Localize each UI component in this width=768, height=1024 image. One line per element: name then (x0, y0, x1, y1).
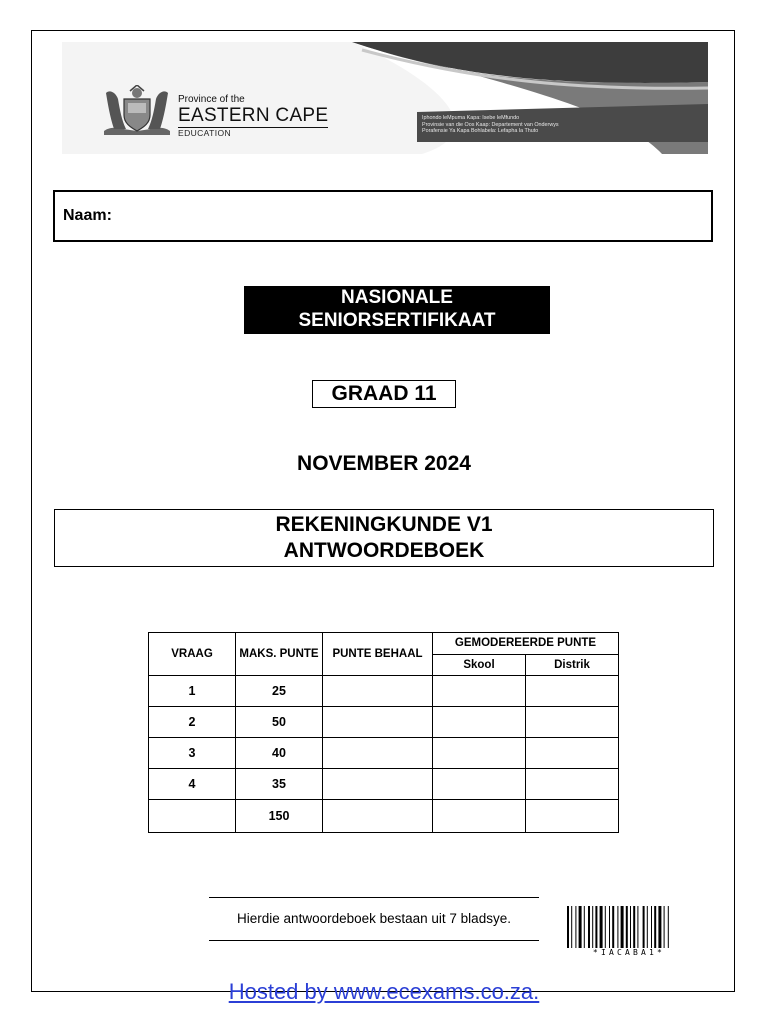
obtained-cell[interactable] (323, 800, 433, 833)
hosted-by-link[interactable]: Hosted by www.ecexams.co.za. (228, 979, 540, 1004)
total-max-marks: 150 (236, 800, 323, 833)
question-number: 1 (149, 676, 236, 707)
school-cell[interactable] (433, 800, 526, 833)
subject-line2: ANTWOORDEBOEK (283, 539, 485, 562)
obtained-cell[interactable] (323, 769, 433, 800)
header-max-marks: MAKS. PUNTE (236, 633, 323, 676)
school-cell[interactable] (433, 769, 526, 800)
question-number: 4 (149, 769, 236, 800)
obtained-cell[interactable] (323, 738, 433, 769)
dept-line: Porafensie Ya Kapa Bohlabela: Lefapha la Thuto (422, 128, 539, 135)
table-row (149, 676, 619, 707)
district-cell[interactable] (526, 738, 619, 769)
table-row (149, 738, 619, 769)
name-field[interactable] (53, 190, 713, 242)
logo-province-label: Province of the (178, 94, 245, 105)
school-cell[interactable] (433, 738, 526, 769)
grade-label: GRAAD 11 (312, 380, 456, 408)
barcode-text: *IACABA1* (592, 948, 666, 957)
coat-of-arms-icon (100, 85, 174, 139)
table-row (149, 707, 619, 738)
max-marks: 40 (236, 738, 323, 769)
subject-title (54, 509, 714, 567)
marks-table (148, 632, 619, 833)
max-marks: 35 (236, 769, 323, 800)
logo-department: EDUCATION (178, 128, 232, 138)
certificate-title (244, 286, 550, 334)
max-marks: 50 (236, 707, 323, 738)
district-cell[interactable] (526, 676, 619, 707)
certificate-line2: SENIORSERTIFIKAAT (298, 310, 496, 331)
district-cell[interactable] (526, 707, 619, 738)
divider-bottom (209, 940, 539, 941)
obtained-cell[interactable] (323, 707, 433, 738)
question-number (149, 800, 236, 833)
pages-note: Hierdie antwoordeboek bestaan uit 7 bladsye. (237, 911, 511, 926)
header-question: VRAAG (149, 633, 236, 676)
max-marks: 25 (236, 676, 323, 707)
question-number: 2 (149, 707, 236, 738)
header-district: Distrik (526, 655, 619, 676)
question-number: 3 (149, 738, 236, 769)
logo-text (178, 95, 328, 139)
subject-line1: REKENINGKUNDE V1 (275, 513, 493, 536)
divider-top (209, 897, 539, 898)
department-lines (422, 115, 662, 135)
district-cell[interactable] (526, 769, 619, 800)
dept-line: Provinsie van die Oos Kaap: Departement van Onderwys (422, 121, 559, 128)
total-row (149, 800, 619, 833)
obtained-cell[interactable] (323, 676, 433, 707)
school-cell[interactable] (433, 707, 526, 738)
logo-province-name: EASTERN CAPE (178, 105, 329, 126)
dept-line: Iphondo leMpuma Kapa: Isebe leMfundo (422, 115, 520, 121)
certificate-line1: NASIONALE (341, 287, 453, 308)
school-cell[interactable] (433, 676, 526, 707)
exam-date: NOVEMBER 2024 (297, 452, 471, 475)
header-school: Skool (433, 655, 526, 676)
barcode-icon (567, 906, 691, 948)
name-label: Naam: (63, 207, 112, 224)
district-cell[interactable] (526, 800, 619, 833)
table-row (149, 769, 619, 800)
header-moderated: GEMODEREERDE PUNTE (433, 633, 619, 655)
header-obtained: PUNTE BEHAAL (323, 633, 433, 676)
